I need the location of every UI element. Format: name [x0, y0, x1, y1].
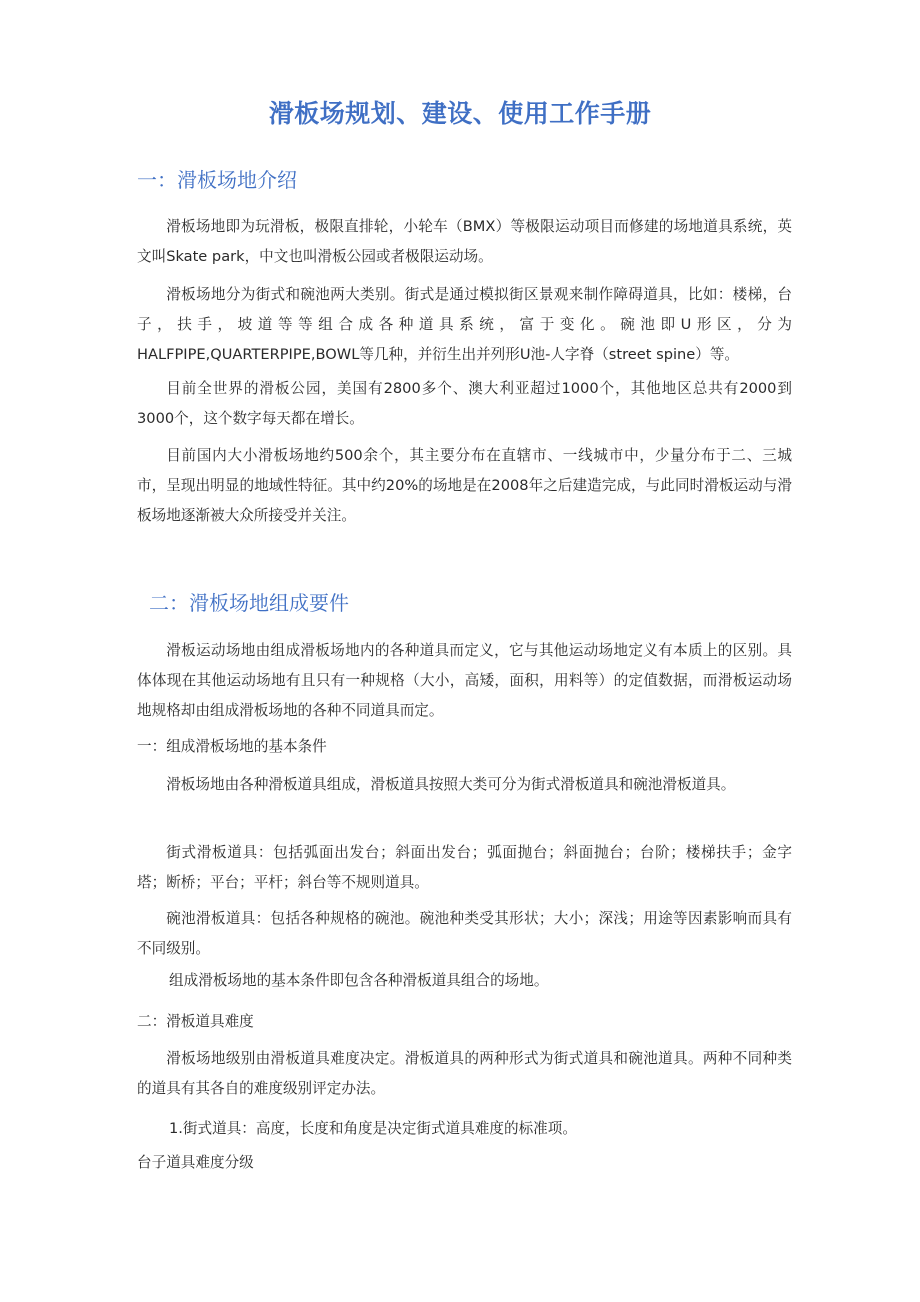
paragraph: 目前国内大小滑板场地约500余个，其主要分布在直辖市、一线城市中，少量分布于二、三城市，呈现出明显的地域性特征。其中约20%的场地是在2008年之后建造完成，与此同时滑板运动与滑板场地逐渐被大众所接受并关注。 [137, 447, 792, 524]
paragraph: 滑板场地由各种滑板道具组成，滑板道具按照大类可分为街式滑板道具和碗池滑板道具。 [166, 776, 736, 793]
document-title: 滑板场规划、建设、使用工作手册 [268, 99, 652, 128]
paragraph: 组成滑板场地的基本条件即包含各种滑板道具组合的场地。 [169, 972, 549, 989]
subsection-heading: 一：组成滑板场地的基本条件 [137, 738, 327, 755]
paragraph: 碗池滑板道具：包括各种规格的碗池。碗池种类受其形状；大小；深浅；用途等因素影响而具有不同级别。 [137, 910, 792, 957]
paragraph: 滑板运动场地由组成滑板场地内的各种道具而定义，它与其他运动场地定义有本质上的区别。具体体现在其他运动场地有且只有一种规格（大小，高矮，面积，用料等）的定值数据，而滑板运动场地规格却由组成滑板场地的各种不同道具而定。 [137, 642, 792, 719]
paragraph: 目前全世界的滑板公园，美国有2800多个、澳大利亚超过1000个，其他地区总共有2000到3000个，这个数字每天都在增长。 [137, 380, 792, 427]
section-heading-intro: 一：滑板场地介绍 [137, 168, 297, 192]
section-heading-components: 二：滑板场地组成要件 [149, 591, 349, 615]
list-item: 1.街式道具：高度，长度和角度是决定街式道具难度的标准项。 [169, 1120, 577, 1137]
paragraph: 滑板场地级别由滑板道具难度决定。滑板道具的两种形式为街式道具和碗池道具。两种不同种类的道具有其各自的难度级别评定办法。 [137, 1050, 792, 1097]
subsection-heading: 二：滑板道具难度 [137, 1013, 254, 1030]
paragraph: 滑板场地即为玩滑板，极限直排轮，小轮车（BMX）等极限运动项目而修建的场地道具系统，英文叫Skate park，中文也叫滑板公园或者极限运动场。 [137, 218, 792, 265]
paragraph: 街式滑板道具：包括弧面出发台；斜面出发台；弧面抛台；斜面抛台；台阶；楼梯扶手；金字塔；断桥；平台；平杆；斜台等不规则道具。 [137, 844, 792, 891]
paragraph: 滑板场地分为街式和碗池两大类别。街式是通过模拟街区景观来制作障碍道具，比如：楼梯，台子，扶手，坡道等等组合成各种道具系统，富于变化。碗池即U形区，分为HALFPIPE,QUARTERPIPE,BOWL等几种，并衍生出并列形U池-人字脊（street spine）等。 [137, 286, 792, 363]
subsection-label: 台子道具难度分级 [137, 1154, 254, 1171]
